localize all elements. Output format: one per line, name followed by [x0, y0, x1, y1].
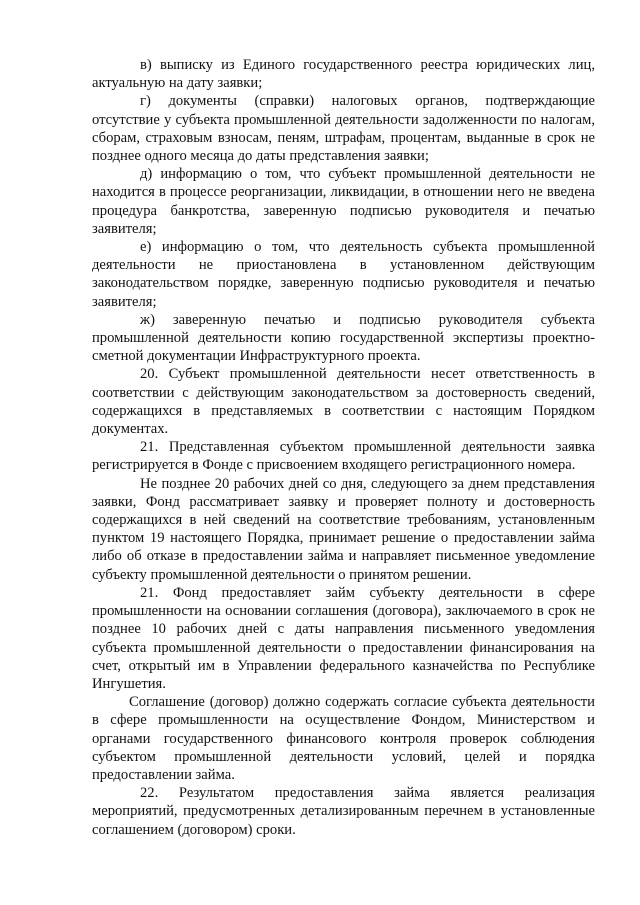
paragraph-item-v: в) выписку из Единого государственного реестра юридических лиц, актуальную на дату заявки; [92, 57, 595, 92]
paragraph-item-g: г) документы (справки) налоговых органов, подтверждающие отсутствие у субъекта промышленной деятельности задолженности по налогам, сборам, страховым взносам, пеням, штрафам, процентам, выданные в срок не позднее одного месяца до даты представления заявки; [92, 93, 595, 165]
paragraph-agreement: Соглашение (договор) должно содержать согласие субъекта деятельности в сфере промышленности на осуществление Фондом, Министерством и органами государственного финансового контроля проверок соблюдения субъектом промышленной деятельности условий, целей и порядка предоставлении займа. [92, 694, 595, 783]
paragraph-clause-21-registration: 21. Представленная субъектом промышленной деятельности заявка регистрируется в Фонде с присвоением входящего регистрационного номера. [92, 439, 595, 474]
paragraph-item-d: д) информацию о том, что субъект промышленной деятельности не находится в процессе реорганизации, ликвидации, в отношении него не введена процедура банкротства, заверенную подписью руководителя и печатью заявителя; [92, 166, 595, 237]
paragraph-item-zh: ж) заверенную печатью и подписью руководителя субъекта промышленной деятельности копию государственной экспертизы проектно-сметной документации Инфраструктурного проекта. [92, 311, 595, 365]
paragraph-item-e: е) информацию о том, что деятельность субъекта промышленной деятельности не приостановлена в установленном действующим законодательством порядке, заверенную подписью руководителя и печатью заявителя; [92, 239, 595, 310]
paragraph-clause-21-loan: 21. Фонд предоставляет займ субъекту деятельности в сфере промышленности на основании соглашения (договора), заключаемого в срок не позднее 10 рабочих дней с даты направления письменного уведомления субъекта промышленной деятельности о предоставлении финансирования на счет, открытый им в Управлении федерального казначейства по Республике Ингушетия. [92, 584, 595, 692]
paragraph-clause-22: 22. Результатом предоставления займа является реализация мероприятий, предусмотренных детализированным перечнем в установленные соглашением (договором) сроки. [92, 785, 595, 838]
document-page [92, 56, 595, 839]
paragraph-clause-20: 20. Субъект промышленной деятельности несет ответственность в соответствии с действующим законодательством за достоверность сведений, содержащихся в представляемых в соответствии с настоящим Порядком документах. [92, 366, 595, 438]
paragraph-review-deadline: Не позднее 20 рабочих дней со дня, следующего за днем представления заявки, Фонд рассматривает заявку и проверяет полноту и достоверность содержащихся в ней сведений на соответствие требованиям, установленным пунктом 19 настоящего Порядка, принимает решение о предоставлении займа либо об отказе в предоставлении займа и направляет письменное уведомление субъекту промышленной деятельности о принятом решении. [92, 475, 595, 583]
